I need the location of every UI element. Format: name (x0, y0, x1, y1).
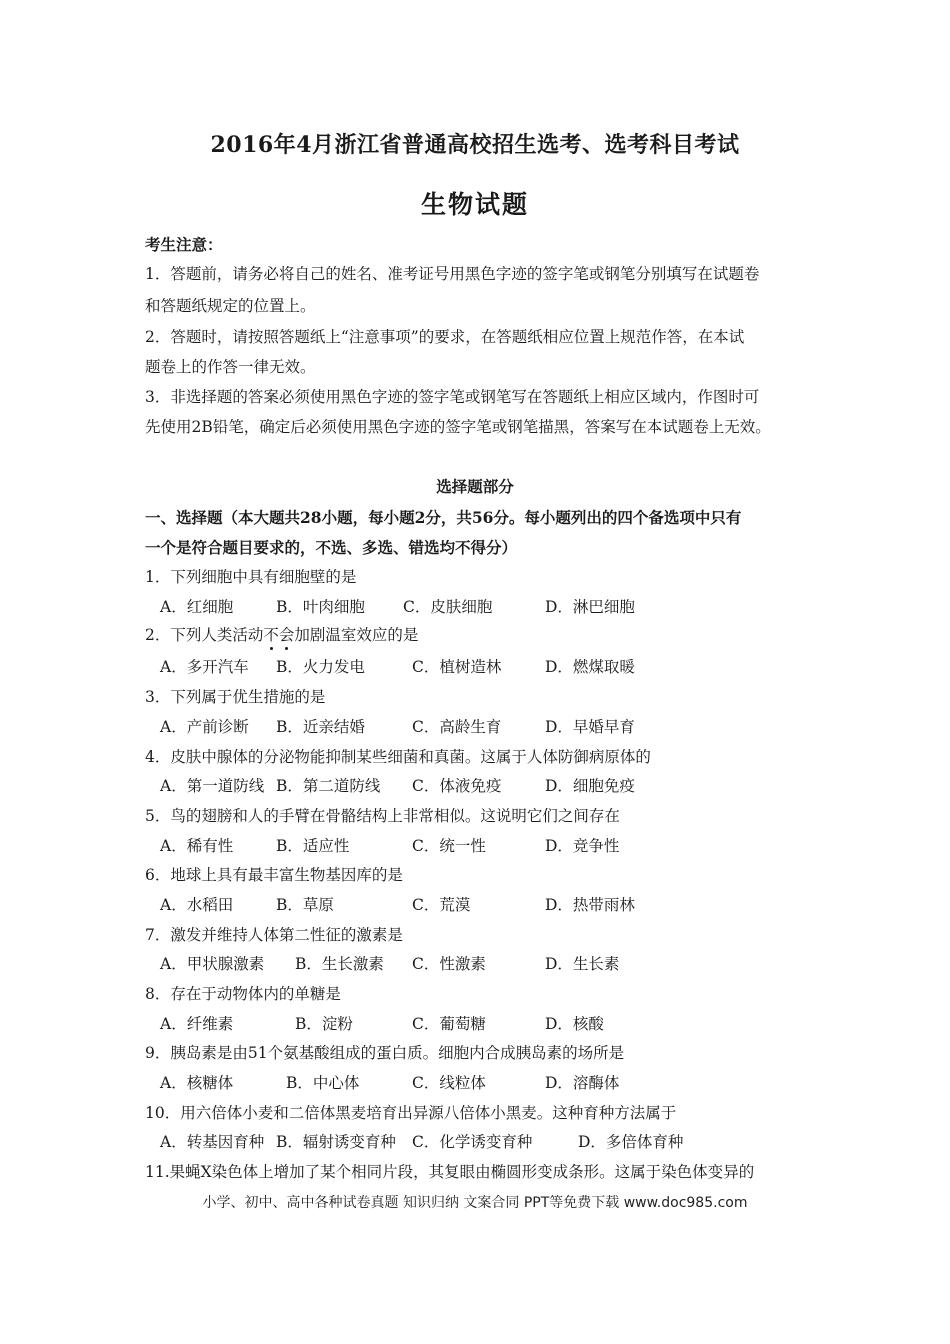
notice-line: 题卷上的作答一律无效。 (145, 358, 316, 376)
option-b: B．淀粉 (295, 1015, 353, 1033)
option-a: A．纤维素 (160, 1015, 234, 1033)
question-stem: 3．下列属于优生措施的是 (145, 688, 326, 706)
option-a: A．红细胞 (160, 598, 234, 616)
notice-line: 3．非选择题的答案必须使用黑色字迹的签字笔或钢笔写在答题纸上相应区域内，作图时可 (145, 388, 760, 406)
option-b: B．第二道防线 (276, 777, 381, 795)
option-c: C．性激素 (412, 955, 486, 973)
option-d: D．多倍体育种 (578, 1133, 684, 1151)
question-stem: 1．下列细胞中具有细胞壁的是 (145, 568, 357, 586)
option-c: C．统一性 (412, 837, 486, 855)
stem-text: 加剧温室效应的是 (294, 626, 419, 644)
question-stem: 5．鸟的翅膀和人的手臂在骨骼结构上非常相似。这说明它们之间存在 (145, 807, 620, 825)
option-c: C．植树造林 (412, 658, 502, 676)
option-a: A．第一道防线 (160, 777, 265, 795)
option-d: D．热带雨林 (545, 896, 635, 914)
option-b: B．火力发电 (276, 658, 365, 676)
option-a: A．转基因育种 (160, 1133, 265, 1151)
option-b: B．适应性 (276, 837, 350, 855)
option-d: D．淋巴细胞 (545, 598, 635, 616)
option-d: D．生长素 (545, 955, 620, 973)
option-d: D．溶酶体 (545, 1074, 620, 1092)
option-a: A．多开汽车 (160, 658, 249, 676)
notice-line: 和答题纸规定的位置上。 (145, 297, 316, 315)
option-c: C．荒漠 (412, 896, 471, 914)
question-stem: 4．皮肤中腺体的分泌物能抑制某些细菌和真菌。这属于人体防御病原体的 (145, 748, 651, 766)
option-d: D．核酸 (545, 1015, 604, 1033)
section-title: 选择题部分 (436, 477, 514, 496)
question-stem (145, 623, 418, 645)
option-d: D．竞争性 (545, 837, 620, 855)
option-a: A．产前诊断 (160, 718, 249, 736)
option-c: C．化学诱变育种 (412, 1133, 533, 1151)
emphasis-mark: 会 (279, 623, 295, 645)
option-b: B．近亲结婚 (276, 718, 365, 736)
option-b: B．叶肉细胞 (276, 598, 365, 616)
notice-line: 先使用2B铅笔，确定后必须使用黑色字迹的签字笔或钢笔描黑，答案写在本试题卷上无效。 (145, 418, 771, 436)
notice-heading: 考生注意： (145, 235, 223, 254)
option-a: A．水稻田 (160, 896, 234, 914)
notice-line: 2．答题时，请按照答题纸上“注意事项”的要求，在答题纸相应位置上规范作答，在本试 (145, 328, 745, 346)
option-d: D．细胞免疫 (545, 777, 635, 795)
stem-text: 2．下列人类活动 (145, 626, 264, 644)
option-c: C．葡萄糖 (412, 1015, 486, 1033)
part-heading-line: 一、选择题（本大题共28小题，每小题2分，共56分。每小题列出的四个备选项中只有 (145, 508, 742, 527)
question-stem: 9．胰岛素是由51个氨基酸组成的蛋白质。细胞内合成胰岛素的场所是 (145, 1044, 625, 1062)
option-a: A．稀有性 (160, 837, 234, 855)
question-stem: 6．地球上具有最丰富生物基因库的是 (145, 866, 403, 884)
option-c: C．皮肤细胞 (403, 598, 493, 616)
option-c: C．高龄生育 (412, 718, 502, 736)
question-stem: 7．激发并维持人体第二性征的激素是 (145, 926, 403, 944)
page-footer: 小学、初中、高中各种试卷真题 知识归纳 文案合同 PPT等免费下载 www.doc985.com (202, 1195, 748, 1211)
exam-title: 2016年4月浙江省普通高校招生选考、选考科目考试 (210, 132, 740, 158)
option-c: C．线粒体 (412, 1074, 486, 1092)
option-c: C．体液免疫 (412, 777, 502, 795)
question-stem: 10．用六倍体小麦和二倍体黑麦培育出异源八倍体小黑麦。这种育种方法属于 (145, 1104, 677, 1122)
option-a: A．甲状腺激素 (160, 955, 265, 973)
option-b: B．草原 (276, 896, 334, 914)
emphasis-mark: 不 (263, 623, 279, 645)
question-stem: 11.果蝇X染色体上增加了某个相同片段，其复眼由椭圆形变成条形。这属于染色体变异的 (145, 1163, 755, 1181)
option-d: D．早婚早育 (545, 718, 635, 736)
option-b: B．中心体 (286, 1074, 360, 1092)
option-a: A．核糖体 (160, 1074, 234, 1092)
option-b: B．辐射诱变育种 (276, 1133, 396, 1151)
option-b: B．生长激素 (295, 955, 384, 973)
notice-line: 1．答题前，请务必将自己的姓名、准考证号用黑色字迹的签字笔或钢笔分别填写在试题卷 (145, 265, 760, 283)
exam-subject: 生物试题 (420, 190, 529, 219)
part-heading-line: 一个是符合题目要求的，不选、多选、错选均不得分） (145, 538, 518, 557)
question-stem: 8．存在于动物体内的单糖是 (145, 985, 341, 1003)
option-d: D．燃煤取暖 (545, 658, 635, 676)
